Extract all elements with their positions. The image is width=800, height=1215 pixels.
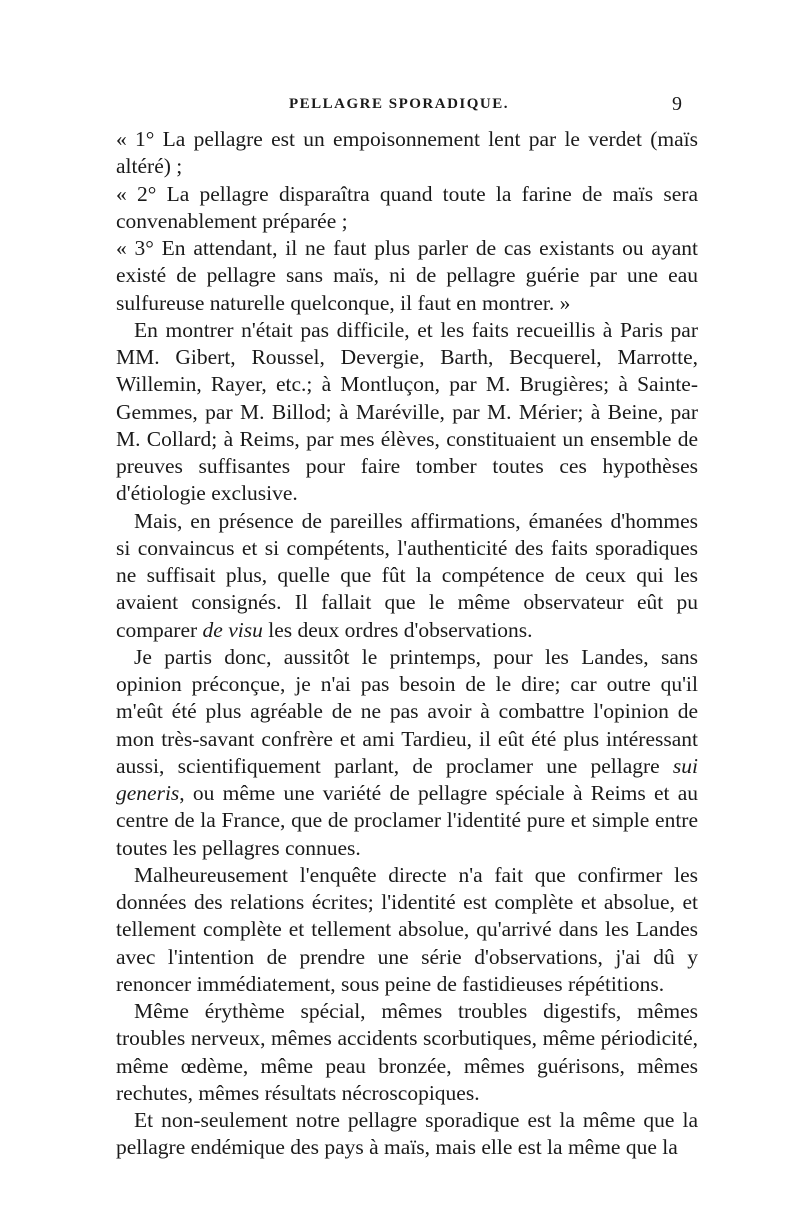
paragraph-6-text-a: Je partis donc, aussitôt le printemps, pour les Landes, sans opinion préconçue, je n'ai pas besoin de le dire; car outre qu'il m'eût été plus agréable de ne pas avoir à combattre l'opinion de mon très-savant confrère et ami Tardieu, il eût été plus intéressant aussi, scientifiquement parlant, de proclamer une pellagre xyxy=(116,644,698,778)
page-header xyxy=(116,93,682,126)
paragraph-5 xyxy=(116,508,698,644)
paragraph-7: Malheureusement l'enquête directe n'a fait que confirmer les données des relations écrites; l'identité est complète et absolue, et tellement complète et tellement absolue, qu'arrivé dans les Landes avec l'intention de prendre une série d'observations, j'ai dû y renoncer immédiatement, sous peine de fastidieuses répétitions. xyxy=(116,862,698,996)
paragraph-5-text-b: les deux ordres d'observations. xyxy=(262,617,533,642)
paragraph-6-italic: sui generis xyxy=(116,753,698,805)
paragraph-9: Et non-seulement notre pellagre sporadique est la même que la pellagre endémique des pays à maïs, mais elle est la même que la xyxy=(116,1108,698,1160)
paragraph-3: « 3° En attendant, il ne faut plus parler de cas existants ou ayant existé de pellagre sans maïs, ni de pellagre guérie par une eau sulfureuse naturelle quelconque, il faut en montrer. » xyxy=(116,236,698,315)
running-title: PELLAGRE SPORADIQUE. xyxy=(288,96,510,112)
paragraph-2: « 2° La pellagre disparaîtra quand toute la farine de maïs sera convenablement préparée ; xyxy=(116,181,698,233)
page-number: 9 xyxy=(672,93,682,115)
paragraph-4: En montrer n'était pas difficile, et les faits recueillis à Paris par MM. Gibert, Roussel, Devergie, Barth, Becquerel, Marrotte, Willemin, Rayer, etc.; à Montluçon, par M. Brugières; à Sainte-Gemmes, par M. Billod; à Maréville, par M. Mérier; à Beine, par M. Collard; à Reims, par mes élèves, constituaient un ensemble de preuves suffisantes pour faire tomber toutes ces hypothèses d'étiologie exclusive. xyxy=(116,317,698,506)
paragraph-1: « 1° La pellagre est un empoisonnement lent par le verdet (maïs altéré) ; xyxy=(116,127,698,179)
paragraph-6-text-b: , ou même une variété de pellagre spéciale à Reims et au centre de la France, que de proclamer l'identité pure et simple entre toutes les pellagres connues. xyxy=(116,781,698,860)
paragraph-6 xyxy=(116,644,698,862)
body-text xyxy=(116,126,698,1162)
paragraph-5-italic: de visu xyxy=(202,617,263,642)
paragraph-8: Même érythème spécial, mêmes troubles digestifs, mêmes troubles nerveux, mêmes accidents scorbutiques, même périodicité, même œdème, même peau bronzée, mêmes guérisons, mêmes rechutes, mêmes résultats nécroscopiques. xyxy=(116,999,698,1105)
paragraph-5-text-a: Mais, en présence de pareilles affirmations, émanées d'hommes si convaincus et si compétents, l'authenticité des faits sporadiques ne suffisait plus, quelle que fût la compétence de ceux qui les avaient consignés. Il fallait que le même observateur eût pu comparer xyxy=(116,508,698,642)
